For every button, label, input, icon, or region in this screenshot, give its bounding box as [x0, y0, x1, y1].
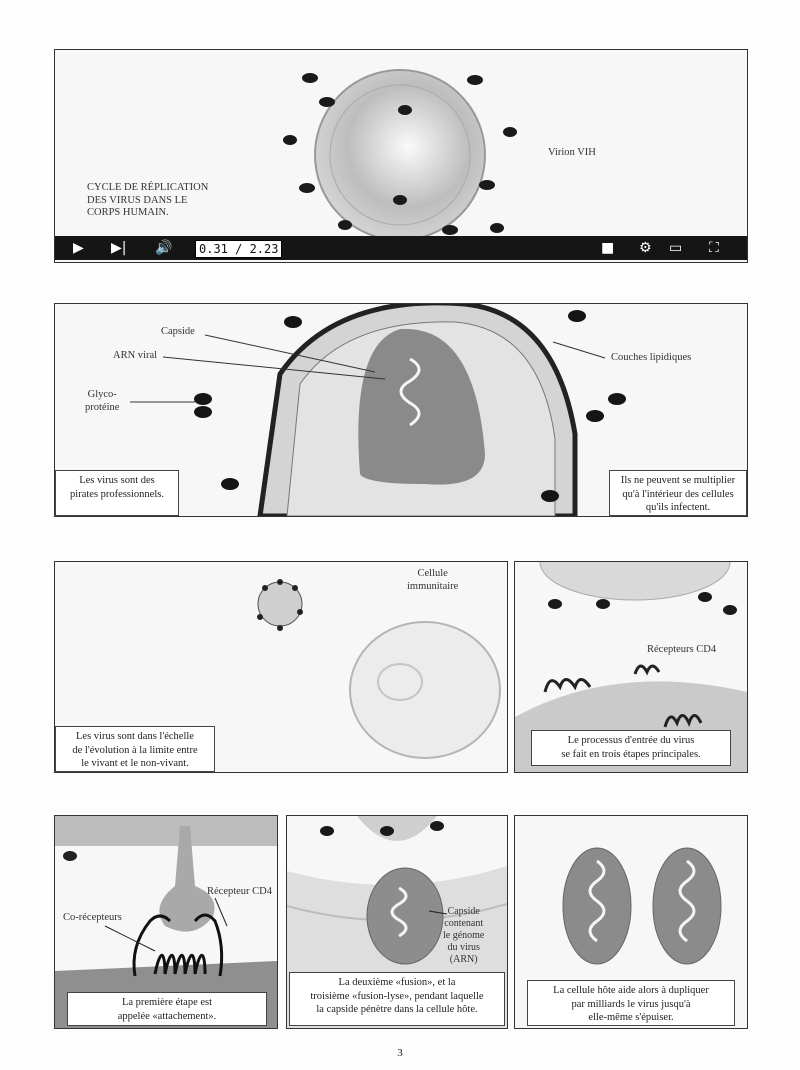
- subtitles-icon[interactable]: ■: [601, 240, 615, 256]
- panel-virion: [54, 49, 748, 263]
- glycoprotein-label: Glyco- protéine: [85, 389, 120, 413]
- caption-replication: La cellule hôte aide alors à dupliquer par milliards le virus jusqu'à elle-même s'épuiser.: [527, 980, 735, 1026]
- panel-cd4-receptors: [514, 561, 748, 773]
- co-receptors-label: Co-récepteurs: [63, 912, 122, 923]
- video-control-bar: [55, 236, 747, 260]
- lipid-layers-label: Couches lipidiques: [611, 352, 692, 363]
- panel-title: CYCLE DE RÉPLICATION DES VIRUS DANS LE CORPS HUMAIN.: [87, 182, 209, 219]
- next-icon[interactable]: ▶|: [111, 240, 127, 256]
- time-display: 0.31 / 2.23: [195, 240, 282, 258]
- cd4-receptor-label: Récepteur CD4: [207, 886, 273, 897]
- capsid-label: Capside: [161, 326, 195, 337]
- capsid-genome-label: Capside contenant le génome du virus (ARN): [443, 906, 485, 965]
- panel-attachment: [54, 815, 278, 1029]
- panel-virus-structure: [54, 303, 748, 517]
- gear-icon[interactable]: ⚙: [639, 240, 652, 256]
- virion-label: Virion VIH: [548, 147, 596, 158]
- theater-icon[interactable]: ▭: [669, 240, 683, 256]
- panel-replication: [514, 815, 748, 1029]
- caption-three-steps: Le processus d'entrée du virus se fait en trois étapes principales.: [531, 730, 731, 766]
- page-number: 3: [397, 1047, 403, 1059]
- virion-illustration: [55, 50, 747, 262]
- panel-fusion: [286, 815, 508, 1029]
- cd4-receptors-label: Récepteurs CD4: [647, 644, 717, 655]
- panel-immune-cell: [54, 561, 508, 773]
- caption-left: Les virus sont des pirates professionnels.: [55, 470, 179, 516]
- volume-icon[interactable]: 🔊: [155, 240, 173, 256]
- caption-evolution: Les virus sont dans l'échelle de l'évolution à la limite entre le vivant et le non-vivant.: [55, 726, 215, 772]
- caption-fusion: La deuxième «fusion», et la troisième «fusion-lyse», pendant laquelle la capside pénètre dans la cellule hôte.: [289, 972, 505, 1026]
- caption-attachment: La première étape est appelée «attachement».: [67, 992, 267, 1026]
- play-icon[interactable]: ▶: [73, 240, 84, 256]
- caption-right: Ils ne peuvent se multiplier qu'à l'intérieur des cellules qu'ils infectent.: [609, 470, 747, 516]
- immune-cell-label: Cellule immunitaire: [407, 568, 459, 592]
- fullscreen-icon[interactable]: ⛶: [709, 240, 719, 256]
- arn-label: ARN viral: [113, 350, 158, 361]
